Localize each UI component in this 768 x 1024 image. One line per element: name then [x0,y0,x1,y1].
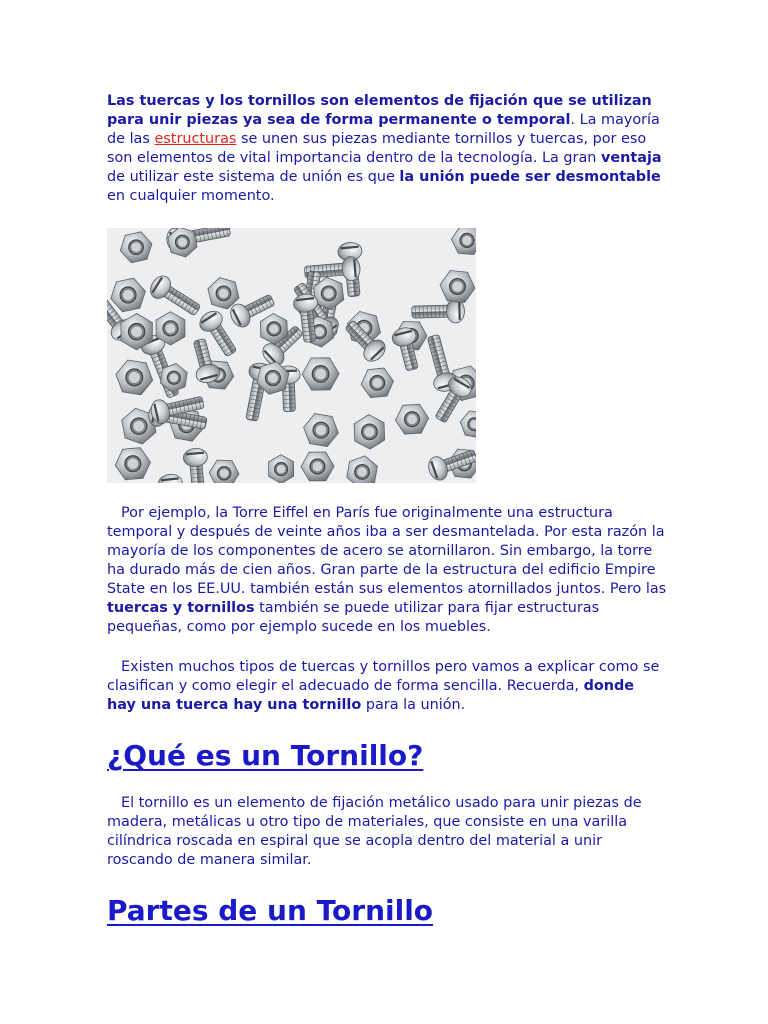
tipos-paragraph [107,658,667,715]
intro-text-d: en cualquier momento. [107,188,275,204]
estructuras-link[interactable]: estructuras [154,131,237,147]
intro-paragraph [107,92,667,206]
intro-text-c: de utilizar este sistema de unión es que [107,169,400,185]
nuts-and-bolts-photo [107,228,476,483]
eiffel-text-a: Por ejemplo, la Torre Eiffel en París fue originalmente una estructura temporal y después de veinte años iba a ser desmantelada. Por esta razón la mayoría de los componentes de acero se atornillaron. Sin embargo, la torre ha durado más de cien años. Gran parte de la estructura del edificio Empire State en los EE.UU. también están sus elementos atornillados juntos. Pero las [107,505,667,597]
eiffel-text-b: también se puede utilizar para fijar estructuras pequeñas, como por ejemplo sucede en los muebles. [107,600,600,635]
intro-bold-lead: Las tuercas y los tornillos son elementos de fijación que se utilizan para unir piezas ya sea de forma permanente o temporal [107,93,652,128]
intro-period: . [570,112,575,128]
eiffel-paragraph [107,504,667,637]
intro-bold-union: la unión puede ser desmontable [399,169,661,185]
document-page [107,92,667,928]
tipos-bold: donde hay una tuerca hay una tornillo [107,678,635,713]
tipos-text-b: para la unión. [361,697,466,713]
intro-bold-ventaja: ventaja [600,150,662,166]
intro-text-a: La mayoría de las [107,112,660,147]
nuts-and-bolts-illustration [107,228,476,483]
intro-text-b: se unen sus piezas mediante tornillos y tuercas, por eso son elementos de vital importancia dentro de la tecnología. La gran [107,131,647,166]
tipos-text-a: Existen muchos tipos de tuercas y tornillos pero vamos a explicar como se clasifican y como elegir el adecuado de forma sencilla. Recuerda, [107,659,660,694]
heading-que-es-un-tornillo[interactable]: ¿Qué es un Tornillo? [107,739,424,772]
eiffel-bold: tuercas y tornillos [107,600,255,616]
tornillo-paragraph: El tornillo es un elemento de fijación metálico usado para unir piezas de madera, metálicas u otro tipo de materiales, que consiste en una varilla cilíndrica roscada en espiral que se acopla dentro del material a unir roscando de manera similar. [107,795,642,868]
heading-partes-de-un-tornillo[interactable]: Partes de un Tornillo [107,894,434,927]
